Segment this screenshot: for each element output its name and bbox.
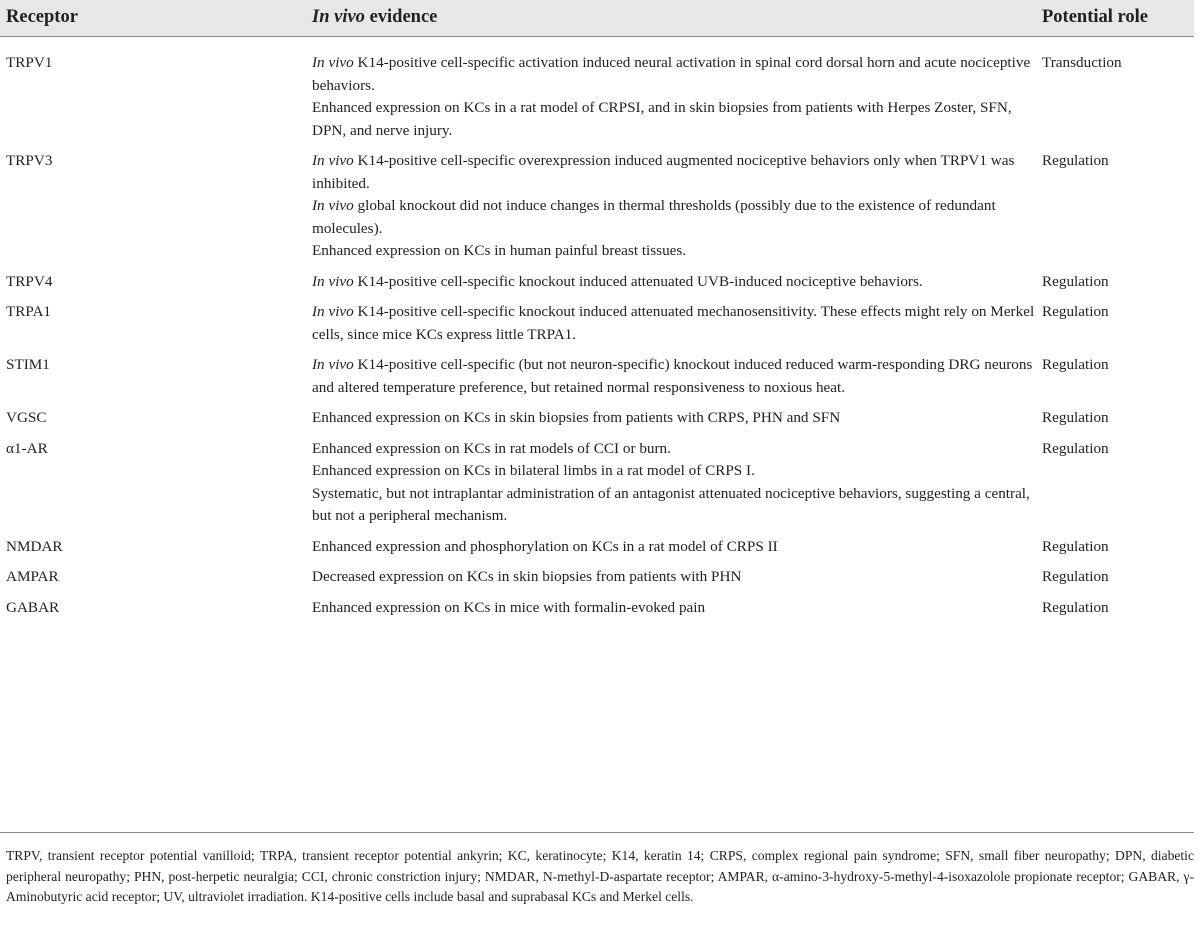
- evidence-text: Enhanced expression on KCs in human painful breast tissues.: [312, 242, 687, 259]
- cell-evidence: [312, 597, 1042, 632]
- cell-role: Regulation: [1042, 598, 1109, 616]
- evidence-text: Enhanced expression on KCs in a rat model of CRPSI, and in skin biopsies from patients with Herpes Zoster, SFN, DPN, and nerve injury.: [312, 99, 1012, 139]
- evidence-text: global knockout did not induce changes in thermal thresholds (possibly due to the existence of redundant molecules).: [312, 197, 996, 237]
- header-row: [0, 0, 1194, 37]
- table-row: [0, 37, 1194, 151]
- evidence-italic: In vivo: [312, 303, 354, 320]
- cell-receptor: TRPV4: [6, 272, 53, 290]
- header-evidence: [312, 0, 1042, 37]
- cell-receptor: TRPV3: [6, 152, 53, 169]
- evidence-text: K14-positive cell-specific knockout induced attenuated mechanosensitivity. These effects might rely on Merkel cells, since mice KCs express little TRPA1.: [312, 303, 1035, 343]
- table-row: [0, 150, 1194, 271]
- evidence-sentence: [312, 97, 1042, 142]
- evidence-text: Enhanced expression on KCs in mice with formalin-evoked pain: [312, 598, 706, 616]
- evidence-sentence: [312, 483, 1042, 528]
- table-row: [0, 566, 1194, 597]
- evidence-text: Enhanced expression on KCs in bilateral limbs in a rat model of CRPS I.: [312, 462, 755, 479]
- header-evidence-italic: In vivo: [312, 6, 365, 27]
- cell-role: Regulation: [1042, 272, 1109, 290]
- cell-role: Regulation: [1042, 568, 1109, 585]
- cell-role: Regulation: [1042, 409, 1109, 426]
- cell-evidence: [312, 536, 1042, 567]
- table-row: [0, 536, 1194, 567]
- evidence-sentence: [312, 301, 1042, 346]
- cell-evidence: [312, 37, 1042, 151]
- evidence-italic: In vivo: [312, 356, 354, 373]
- table-row: [0, 407, 1194, 438]
- cell-receptor: α1-AR: [6, 439, 48, 457]
- table-body: [0, 37, 1194, 632]
- table-row: [0, 301, 1194, 354]
- evidence-sentence: [312, 150, 1042, 195]
- evidence-text: Systematic, but not intraplantar administration of an antagonist attenuated nociceptive behaviors, suggesting a central, but not a peripheral mechanism.: [312, 484, 1030, 524]
- evidence-text: Enhanced expression on KCs in skin biopsies from patients with CRPS, PHN and SFN: [312, 409, 841, 426]
- cell-receptor: AMPAR: [6, 568, 59, 585]
- evidence-text: K14-positive cell-specific knockout induced attenuated UVB-induced nociceptive behaviors.: [353, 272, 923, 290]
- evidence-sentence: [312, 407, 1042, 430]
- cell-role: Regulation: [1042, 537, 1109, 555]
- table-row: [0, 354, 1194, 407]
- cell-receptor: GABAR: [6, 598, 60, 616]
- evidence-sentence: [312, 597, 1042, 620]
- evidence-italic: In vivo: [312, 54, 354, 71]
- cell-evidence: [312, 271, 1042, 302]
- cell-evidence: [312, 150, 1042, 271]
- cell-role: Regulation: [1042, 439, 1109, 457]
- evidence-text: K14-positive cell-specific (but not neuron-specific) knockout induced reduced warm-responding DRG neurons and altered temperature preference, but retained normal responsiveness to noxious heat.: [312, 356, 1033, 396]
- evidence-text: K14-positive cell-specific overexpression induced augmented nociceptive behaviors only when TRPV1 was inhibited.: [312, 152, 1015, 192]
- header-role: Potential role: [1042, 0, 1194, 37]
- evidence-italic: In vivo: [312, 197, 354, 214]
- cell-role: Regulation: [1042, 152, 1109, 169]
- evidence-sentence: [312, 195, 1042, 240]
- evidence-italic: In vivo: [312, 272, 354, 290]
- evidence-italic: In vivo: [312, 152, 354, 169]
- cell-receptor: TRPA1: [6, 303, 52, 320]
- evidence-sentence: [312, 240, 1042, 263]
- evidence-sentence: [312, 536, 1042, 559]
- cell-evidence: [312, 354, 1042, 407]
- header-receptor: Receptor: [0, 0, 312, 37]
- table-row: [0, 438, 1194, 536]
- table-footnote: TRPV, transient receptor potential vanilloid; TRPA, transient receptor potential ankyrin; KC, keratinocyte; K14, keratin 14; CRPS, complex regional pain syndrome; SFN, small fiber neuropathy; DPN, diabetic peripheral neuropathy; PHN, post-herpetic neuralgia; CCI, chronic constriction injury; NMDAR, N-methyl-D-aspartate receptor; AMPAR, α-amino-3-hydroxy-5-methyl-4-isoxazolole propionate receptor; GABAR, γ-Aminobutyric acid receptor; UV, ultraviolet irradiation. K14-positive cells include basal and suprabasal KCs and Merkel cells.: [6, 848, 1194, 904]
- cell-receptor: TRPV1: [6, 54, 53, 71]
- evidence-sentence: [312, 460, 1042, 483]
- table-bottom-rule: [0, 832, 1194, 833]
- evidence-sentence: [312, 566, 1042, 589]
- cell-evidence: [312, 438, 1042, 536]
- cell-evidence: [312, 407, 1042, 438]
- cell-evidence: [312, 566, 1042, 597]
- evidence-sentence: [312, 438, 1042, 461]
- cell-role: Regulation: [1042, 356, 1109, 373]
- cell-receptor: VGSC: [6, 409, 47, 426]
- evidence-text: Enhanced expression on KCs in rat models of CCI or burn.: [312, 439, 671, 457]
- table-row: [0, 271, 1194, 302]
- header-evidence-rest: evidence: [364, 6, 438, 27]
- table-row: [0, 597, 1194, 632]
- evidence-sentence: [312, 52, 1042, 97]
- evidence-sentence: [312, 271, 1042, 294]
- cell-evidence: [312, 301, 1042, 354]
- cell-receptor: NMDAR: [6, 537, 63, 555]
- evidence-text: Enhanced expression and phosphorylation on KCs in a rat model of CRPS II: [312, 537, 778, 555]
- cell-receptor: STIM1: [6, 356, 50, 373]
- cell-role: Transduction: [1042, 54, 1122, 71]
- evidence-text: Decreased expression on KCs in skin biopsies from patients with PHN: [312, 568, 742, 585]
- cell-role: Regulation: [1042, 303, 1109, 320]
- evidence-sentence: [312, 354, 1042, 399]
- evidence-text: K14-positive cell-specific activation induced neural activation in spinal cord dorsal horn and acute nociceptive behaviors.: [312, 54, 1031, 94]
